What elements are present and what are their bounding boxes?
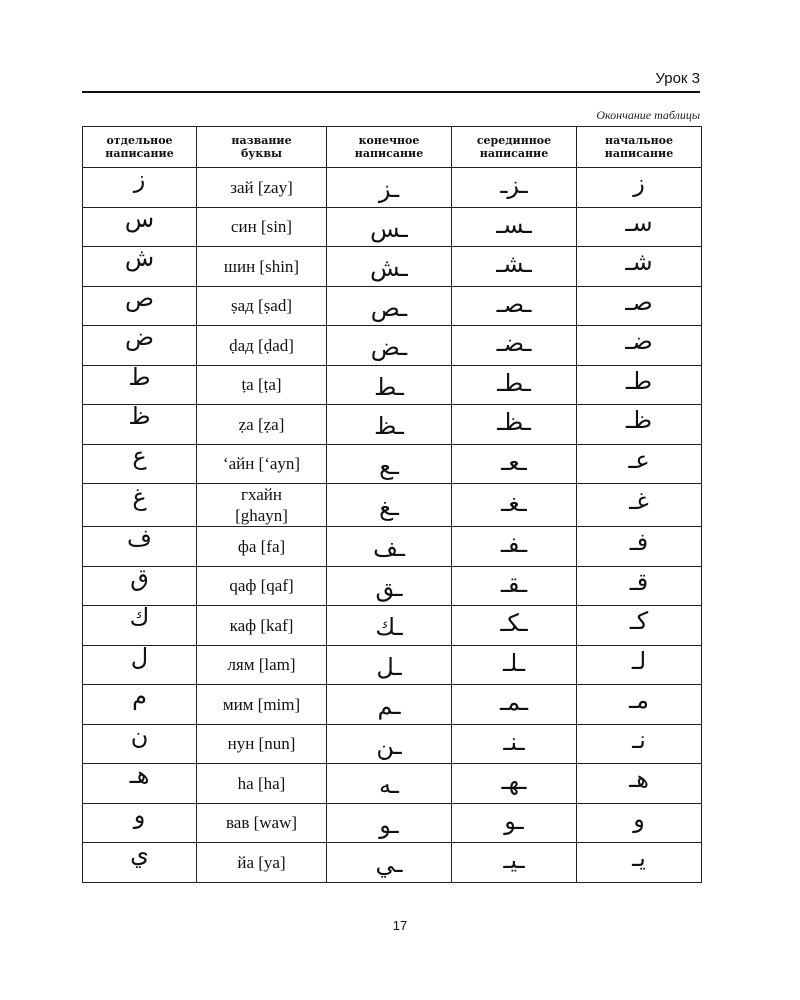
table-row <box>83 843 702 883</box>
arabic-letter-form: لـ <box>631 646 647 675</box>
arabic-letter-form: ـقـ <box>500 569 528 598</box>
letter-name: син [sin] <box>230 217 293 237</box>
letter-name-cell <box>197 326 327 366</box>
medial-form-cell <box>452 286 577 326</box>
letter-name: hа [ha] <box>237 773 286 793</box>
initial-form-cell <box>577 645 702 685</box>
medial-form-cell <box>452 566 577 606</box>
isolated-form-cell <box>83 165 197 208</box>
arabic-letter-form: قـ <box>629 567 649 596</box>
final-form-cell <box>327 247 452 287</box>
arabic-letter-form: ي <box>130 840 149 869</box>
arabic-letter-form: ك <box>129 603 150 632</box>
arabic-letter-form: و <box>633 804 645 833</box>
table-row <box>83 405 702 445</box>
letter-name: ẓа [ẓa] <box>238 414 285 434</box>
arabic-letter-form: ن <box>130 721 149 750</box>
arabic-letter-form: ـغـ <box>501 489 527 517</box>
final-form-cell <box>327 484 452 527</box>
initial-form-cell <box>577 843 702 883</box>
isolated-form-cell <box>83 524 197 567</box>
arabic-letter-form: ز <box>633 169 645 198</box>
arabic-letter-form: ـو <box>379 810 399 839</box>
arabic-letter-form: ـيـ <box>503 846 525 875</box>
medial-form-cell <box>452 724 577 764</box>
isolated-form-cell <box>83 283 197 326</box>
initial-form-cell <box>577 484 702 527</box>
column-header-initial: начальное написание <box>577 127 702 168</box>
table-row <box>83 326 702 366</box>
arabic-letter-form: ـه <box>379 771 399 800</box>
arabic-letter-form: ـض <box>370 333 408 362</box>
letter-name: ʻайн [ʻayn] <box>222 454 301 474</box>
final-form-cell <box>327 606 452 646</box>
arabic-letter-form: صـ <box>625 287 653 316</box>
arabic-letter-form: ـغ <box>379 493 399 521</box>
final-form-cell <box>327 286 452 326</box>
lesson-label: Урок 3 <box>655 70 700 87</box>
arabic-letter-form: ـفـ <box>500 530 528 559</box>
arabic-letter-form: ـكـ <box>500 609 528 638</box>
letter-name-cell <box>197 606 327 646</box>
arabic-letter-form: ع <box>132 441 147 470</box>
arabic-letter-form: غ <box>132 483 147 511</box>
table-row <box>83 685 702 725</box>
isolated-form-cell <box>83 800 197 843</box>
table-row <box>83 724 702 764</box>
column-header-isolated: отдельное написание <box>83 127 197 168</box>
arabic-letter-form: ـو <box>504 806 524 835</box>
isolated-form-cell <box>83 642 197 685</box>
isolated-form-cell <box>83 563 197 606</box>
header-row <box>83 127 702 168</box>
arabic-letter-form: ض <box>124 323 154 352</box>
table-row <box>83 286 702 326</box>
initial-form-cell <box>577 685 702 725</box>
column-header-medial: серединное написание <box>452 127 577 168</box>
arabic-letter-form: ـصـ <box>496 289 532 318</box>
letter-name: зай [zay] <box>230 177 293 197</box>
final-form-cell <box>327 803 452 843</box>
medial-form-cell <box>452 645 577 685</box>
letter-name-cell <box>197 645 327 685</box>
letter-name: ḍад [ḍad] <box>229 335 294 355</box>
letter-name-cell <box>197 444 327 484</box>
medial-form-cell <box>452 207 577 247</box>
arabic-letter-form: س <box>124 204 155 233</box>
final-form-cell <box>327 527 452 567</box>
letter-name-cell <box>197 685 327 725</box>
arabic-letter-form: و <box>133 800 146 829</box>
letter-name: лям [lam] <box>227 655 296 675</box>
letter-name-cell <box>197 286 327 326</box>
arabic-letter-form: سـ <box>625 208 653 237</box>
initial-form-cell <box>577 803 702 843</box>
final-form-cell <box>327 645 452 685</box>
medial-form-cell <box>452 685 577 725</box>
initial-form-cell <box>577 207 702 247</box>
initial-form-cell <box>577 247 702 287</box>
arabic-letter-form: ـطـ <box>497 368 531 397</box>
letter-name: гхайн [ghayn] <box>235 485 288 525</box>
isolated-form-cell <box>83 721 197 764</box>
arabic-letter-form: ل <box>130 642 149 671</box>
arabic-letters-table <box>82 126 702 883</box>
medial-form-cell <box>452 606 577 646</box>
table-caption: Окончание таблицы <box>596 108 700 122</box>
table-row <box>83 803 702 843</box>
arabic-letter-form: ـنـ <box>503 727 525 756</box>
table-row <box>83 645 702 685</box>
table-row <box>83 168 702 208</box>
isolated-form-cell <box>83 682 197 725</box>
arabic-letter-form: ـط <box>374 372 404 401</box>
final-form-cell <box>327 207 452 247</box>
arabic-letter-form: ظـ <box>625 406 653 435</box>
initial-form-cell <box>577 444 702 484</box>
arabic-letter-form: فـ <box>629 528 649 557</box>
arabic-letter-form: عـ <box>628 445 650 474</box>
arabic-letter-form: يـ <box>632 844 646 873</box>
arabic-letter-form: هـ <box>629 765 649 794</box>
letter-name: йа [ya] <box>237 852 286 872</box>
letter-name: фа [fa] <box>237 536 286 556</box>
letter-name: qаф [qaf] <box>229 576 294 596</box>
arabic-letter-form: ـص <box>370 293 408 322</box>
arabic-letter-form: ـم <box>377 692 401 721</box>
final-form-cell <box>327 685 452 725</box>
arabic-letter-form: ـف <box>373 534 405 563</box>
letter-name-cell <box>197 365 327 405</box>
arabic-letter-form: ـشـ <box>496 250 532 279</box>
table-row <box>83 606 702 646</box>
medial-form-cell <box>452 764 577 804</box>
column-header-name: название буквы <box>197 127 327 168</box>
table-row <box>83 527 702 567</box>
letter-name-cell <box>197 803 327 843</box>
isolated-form-cell <box>83 244 197 287</box>
table-row <box>83 764 702 804</box>
final-form-cell <box>327 365 452 405</box>
table-row <box>83 444 702 484</box>
initial-form-cell <box>577 168 702 208</box>
table-row <box>83 365 702 405</box>
letter-name: мим [mim] <box>222 694 301 714</box>
arabic-letter-form: ـق <box>375 573 403 602</box>
isolated-form-cell <box>83 402 197 445</box>
initial-form-cell <box>577 606 702 646</box>
initial-form-cell <box>577 724 702 764</box>
letter-name: вав [waw] <box>225 813 298 833</box>
medial-form-cell <box>452 803 577 843</box>
letter-name-cell <box>197 724 327 764</box>
page-number: 17 <box>392 918 408 933</box>
letter-name-cell <box>197 484 327 527</box>
arabic-letter-form: ـزـ <box>500 171 528 200</box>
letter-name-cell <box>197 168 327 208</box>
final-form-cell <box>327 724 452 764</box>
table-header <box>83 127 702 168</box>
header-rule <box>82 91 700 93</box>
isolated-form-cell <box>83 840 197 883</box>
arabic-letter-form: ز <box>133 165 146 194</box>
letter-name-cell <box>197 764 327 804</box>
arabic-letter-form: ص <box>124 283 154 312</box>
isolated-form-cell <box>83 761 197 804</box>
table-body <box>83 165 702 883</box>
arabic-letter-form: طـ <box>625 366 653 395</box>
letter-name-cell <box>197 527 327 567</box>
letter-name: нун [nun] <box>227 734 296 754</box>
initial-form-cell <box>577 566 702 606</box>
medial-form-cell <box>452 405 577 445</box>
arabic-letter-form: ـضـ <box>496 329 532 358</box>
arabic-letter-form: ـظ <box>374 412 404 441</box>
initial-form-cell <box>577 764 702 804</box>
letter-name-cell <box>197 207 327 247</box>
medial-form-cell <box>452 484 577 527</box>
arabic-letter-form: ـس <box>370 214 408 243</box>
arabic-letter-form: مـ <box>629 686 649 715</box>
letter-name: ṣад [ṣad] <box>230 296 293 316</box>
isolated-form-cell <box>83 603 197 646</box>
arabic-letter-form: ط <box>128 362 151 391</box>
initial-form-cell <box>577 527 702 567</box>
isolated-form-cell <box>83 484 197 527</box>
initial-form-cell <box>577 286 702 326</box>
letter-name: ṭа [ṭa] <box>241 375 282 395</box>
initial-form-cell <box>577 405 702 445</box>
arabic-letter-form: ـعـ <box>501 447 527 476</box>
arabic-letter-form: ـهـ <box>501 767 527 796</box>
arabic-letter-form: ـي <box>375 850 403 879</box>
letter-name-cell <box>197 247 327 287</box>
medial-form-cell <box>452 365 577 405</box>
arabic-letter-form: ظ <box>128 402 151 431</box>
arabic-letter-form: كـ <box>629 607 649 636</box>
letter-name: шин [shin] <box>223 256 300 276</box>
medial-form-cell <box>452 843 577 883</box>
arabic-letter-form: ـلـ <box>502 648 525 677</box>
isolated-form-cell <box>83 362 197 405</box>
letter-name-cell <box>197 405 327 445</box>
arabic-letter-form: ـز <box>378 175 400 204</box>
medial-form-cell <box>452 168 577 208</box>
arabic-letter-form: شـ <box>625 248 653 277</box>
arabic-letter-form: م <box>132 682 147 711</box>
arabic-letter-form: ـع <box>379 451 399 480</box>
isolated-form-cell <box>83 441 197 484</box>
arabic-letter-form: ـك <box>375 613 403 642</box>
arabic-letter-form: ـل <box>376 652 402 681</box>
arabic-letter-form: ضـ <box>625 327 653 356</box>
arabic-letter-form: ق <box>130 563 149 592</box>
isolated-form-cell <box>83 323 197 366</box>
final-form-cell <box>327 405 452 445</box>
arabic-letter-form: ـن <box>376 731 402 760</box>
final-form-cell <box>327 843 452 883</box>
medial-form-cell <box>452 326 577 366</box>
letter-name-cell <box>197 843 327 883</box>
arabic-letter-form: هـ <box>129 761 150 790</box>
arabic-letter-form: ش <box>124 244 155 273</box>
table-row <box>83 207 702 247</box>
medial-form-cell <box>452 444 577 484</box>
final-form-cell <box>327 764 452 804</box>
initial-form-cell <box>577 365 702 405</box>
arabic-letter-form: ف <box>127 524 152 553</box>
final-form-cell <box>327 444 452 484</box>
medial-form-cell <box>452 247 577 287</box>
arabic-letter-form: غـ <box>629 487 649 515</box>
table-row <box>83 484 702 527</box>
final-form-cell <box>327 168 452 208</box>
table-row <box>83 566 702 606</box>
final-form-cell <box>327 326 452 366</box>
table-row <box>83 247 702 287</box>
arabic-letter-form: ـش <box>370 254 408 283</box>
medial-form-cell <box>452 527 577 567</box>
final-form-cell <box>327 566 452 606</box>
letter-name-cell <box>197 566 327 606</box>
arabic-letter-form: ـسـ <box>496 210 532 239</box>
arabic-letter-form: ـمـ <box>500 688 528 717</box>
isolated-form-cell <box>83 204 197 247</box>
arabic-letter-form: نـ <box>632 725 646 754</box>
initial-form-cell <box>577 326 702 366</box>
column-header-final: конечное написание <box>327 127 452 168</box>
letter-name: каф [kaf] <box>229 615 294 635</box>
arabic-letter-form: ـظـ <box>497 408 531 437</box>
